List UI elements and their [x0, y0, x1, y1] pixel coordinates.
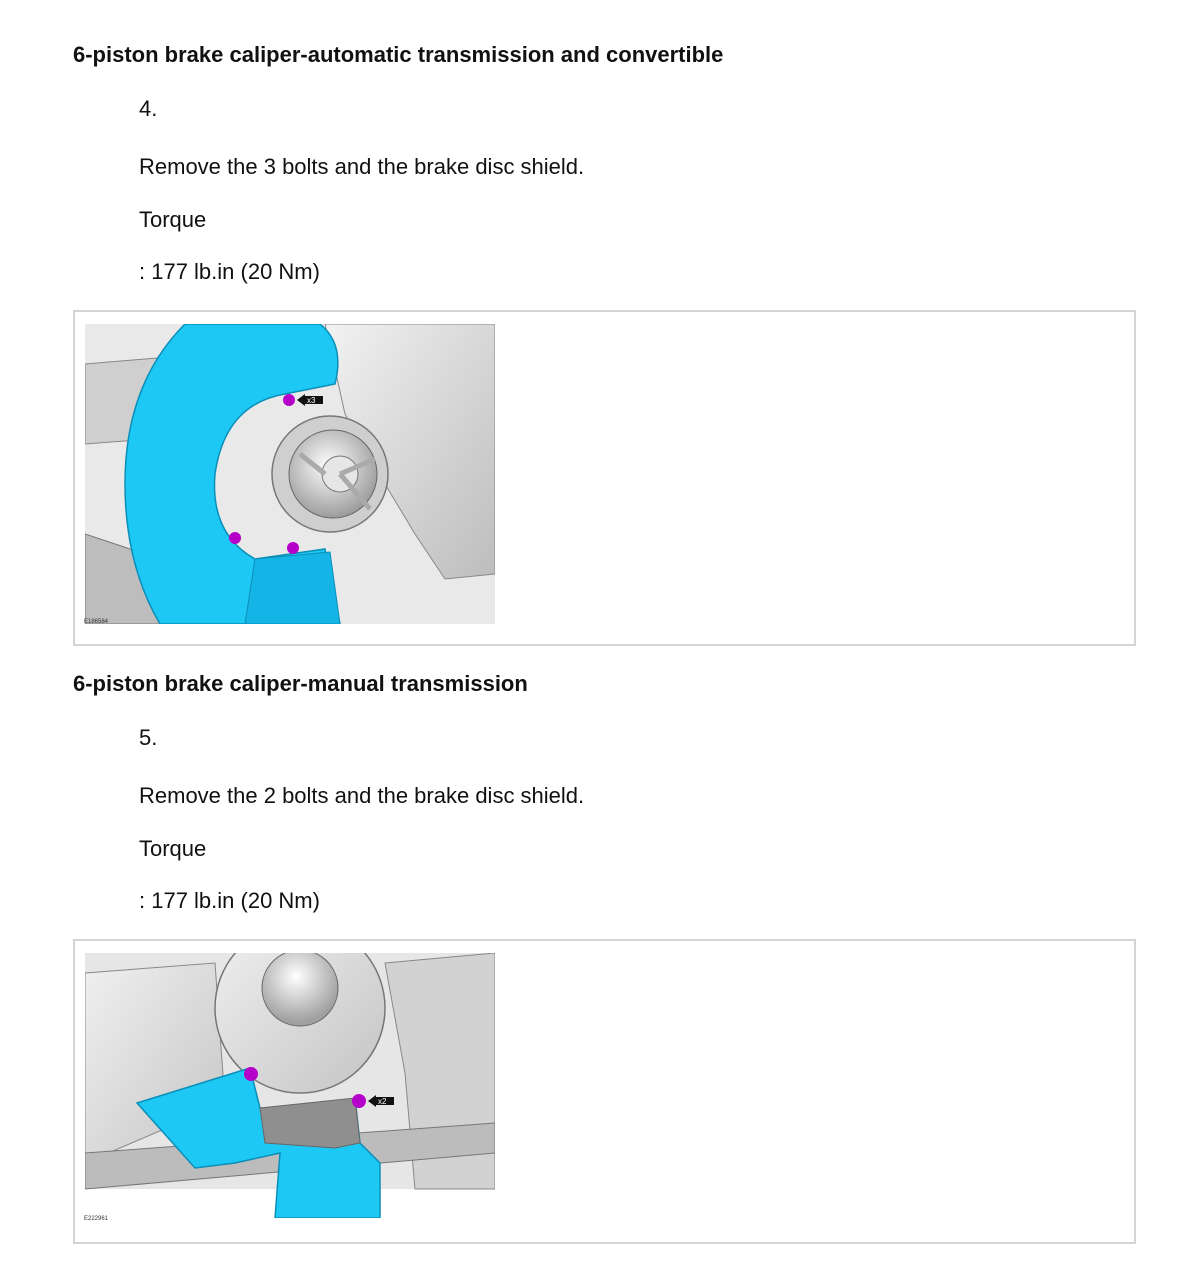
figure-id: E222961	[84, 1216, 109, 1222]
brake-shield-illustration	[85, 324, 495, 624]
bolt-marker	[244, 1067, 258, 1081]
wheel-hub	[262, 953, 338, 1026]
brake-disc-shield-lower	[245, 552, 340, 624]
torque-value: : 177 lb.in (20 Nm)	[139, 259, 320, 284]
torque-label: Torque	[139, 836, 207, 861]
section-heading-automatic: 6-piston brake caliper-automatic transmission and convertible	[73, 42, 724, 67]
figure-id: E186584	[84, 619, 109, 625]
step-number: 4.	[139, 96, 158, 121]
torque-label: Torque	[139, 207, 207, 232]
brake-shield-illustration	[85, 953, 495, 1218]
section-heading-manual: 6-piston brake caliper-manual transmission	[73, 671, 528, 696]
callout-count: x2	[378, 1097, 387, 1106]
torque-value: : 177 lb.in (20 Nm)	[139, 888, 320, 913]
step-instruction: Remove the 3 bolts and the brake disc shield.	[139, 154, 585, 179]
figure-frame	[73, 939, 1136, 1244]
step-instruction: Remove the 2 bolts and the brake disc shield.	[139, 783, 585, 808]
bolt-marker	[229, 532, 241, 544]
callout-count: x3	[307, 396, 316, 405]
bolt-marker	[352, 1094, 366, 1108]
figure-frame	[73, 310, 1136, 646]
bolt-marker	[283, 394, 295, 406]
bolt-marker	[287, 542, 299, 554]
step-number: 5.	[139, 725, 158, 750]
